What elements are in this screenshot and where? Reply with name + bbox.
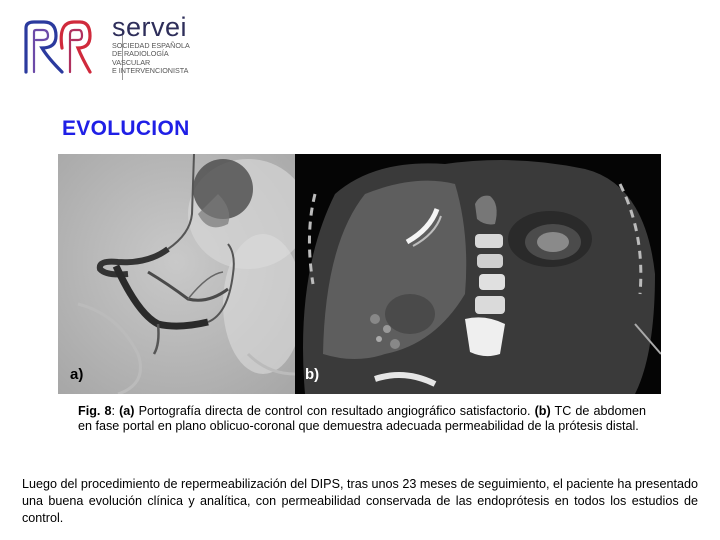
angiography-image bbox=[58, 154, 295, 394]
figure-caption bbox=[78, 404, 646, 435]
logo-subtitle-line: E INTERVENCIONISTA bbox=[112, 66, 189, 76]
logo-subtitle-line: VASCULAR bbox=[112, 57, 151, 67]
ct-illustration bbox=[295, 154, 661, 394]
logo-subtitle bbox=[112, 42, 222, 76]
caption-text-a: Portografía directa de control con resultado angiográfico satisfactorio. bbox=[134, 404, 535, 418]
angiography-illustration bbox=[58, 154, 295, 394]
logo-wordmark: servei bbox=[112, 12, 188, 42]
logo-mark-icon bbox=[22, 18, 94, 76]
logo-subtitle-line: SOCIEDAD ESPAÑOLA bbox=[112, 41, 190, 50]
caption-marker-a: (a) bbox=[119, 404, 135, 418]
panel-a-label: a) bbox=[70, 366, 84, 383]
logo-subtitle-line: DE RADIOLOGÍA bbox=[112, 49, 169, 59]
caption-marker-b: (b) bbox=[534, 404, 551, 418]
caption-separator: : bbox=[111, 404, 120, 418]
panel-b-label: b) bbox=[305, 366, 320, 383]
body-paragraph: Luego del procedimiento de repermeabilización del DIPS, tras unos 23 meses de seguimiento, el paciente ha presentado una buena evolución clínica y analítica, con permeabilidad conservada de las endoprótesis en todos los estudios de control. bbox=[22, 477, 698, 525]
caption-text-b: TC de abdomen en fase portal en plano oblicuo-coronal que demuestra adecuada permeabilidad de la prótesis distal. bbox=[78, 404, 647, 434]
slide-title: EVOLUCION bbox=[62, 117, 190, 140]
figure-number: Fig. 8 bbox=[78, 404, 112, 418]
servei-logo bbox=[22, 14, 202, 78]
ct-image bbox=[295, 154, 661, 394]
